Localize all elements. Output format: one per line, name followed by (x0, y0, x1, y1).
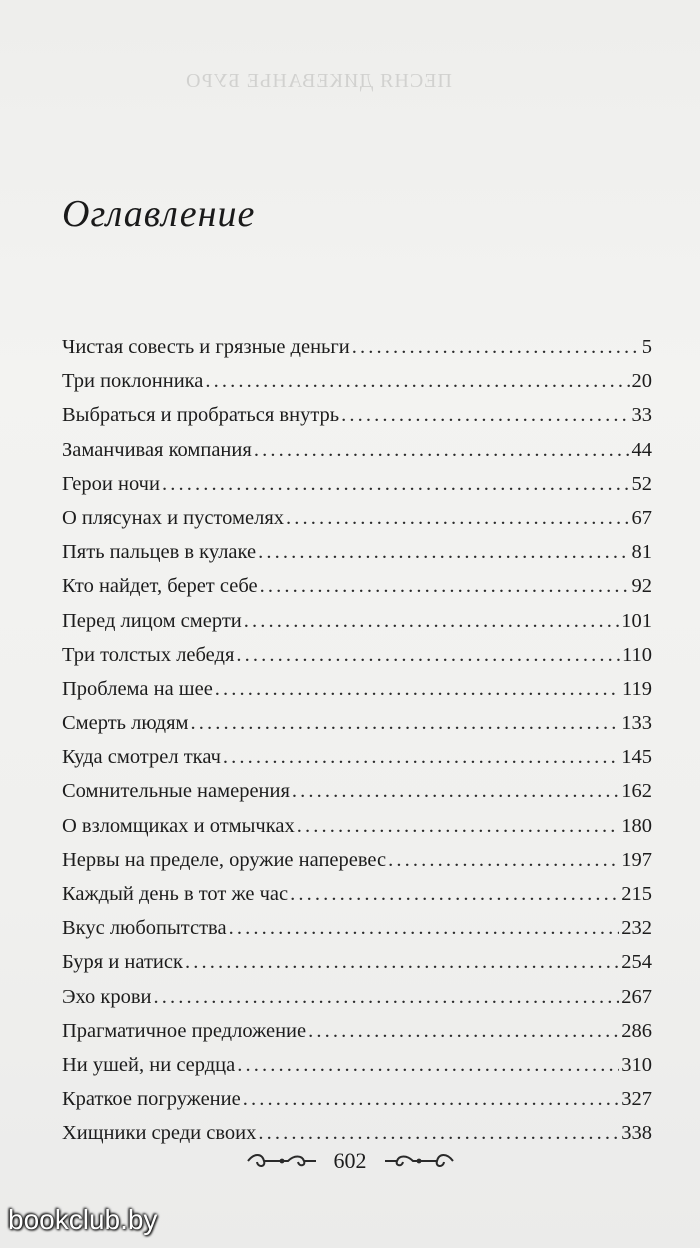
toc-entry-page: 286 (621, 1019, 652, 1042)
dot-leader (205, 364, 629, 398)
toc-entry (62, 774, 652, 808)
toc-entry-page: 180 (621, 814, 652, 837)
toc-entry-title: Ни ушей, ни сердца (62, 1053, 236, 1076)
toc-entry-title: Вкус любопытства (62, 917, 227, 940)
dot-leader (352, 330, 640, 364)
toc-entry-title: О взломщиках и отмычках (62, 814, 295, 837)
toc-entry-title: Эхо крови (62, 985, 152, 1008)
toc-entry-page: 133 (621, 712, 652, 735)
dot-leader (286, 501, 629, 535)
left-ornament-icon (244, 1151, 320, 1171)
dot-leader (290, 877, 619, 911)
toc-entry (62, 877, 652, 911)
toc-entry-page: 145 (621, 746, 652, 769)
toc-entry-page: 33 (631, 404, 652, 427)
toc-entry-title: Герои ночи (62, 472, 160, 495)
site-watermark: bookclub.by (8, 1204, 158, 1235)
dot-leader (229, 911, 620, 945)
toc-entry-title: Сомнительные намерения (62, 780, 290, 803)
page-number: 602 (333, 1148, 367, 1173)
dot-leader (236, 638, 620, 672)
toc-entry-page: 52 (631, 472, 652, 495)
toc-entry-title: Буря и натиск (62, 951, 183, 974)
toc-entry-page: 67 (631, 506, 652, 529)
toc-entry-page: 197 (621, 848, 652, 871)
toc-entry (62, 467, 652, 501)
dot-leader (162, 467, 630, 501)
table-of-contents (62, 330, 652, 1151)
toc-entry-title: Выбраться и пробраться внутрь (62, 404, 340, 427)
toc-entry-page: 254 (621, 951, 652, 974)
toc-entry (62, 672, 652, 706)
dot-leader (258, 1116, 619, 1150)
toc-entry (62, 809, 652, 843)
toc-entry-page: 232 (621, 917, 652, 940)
toc-entry (62, 1048, 652, 1082)
toc-entry-title: Куда смотрел ткач (62, 746, 221, 769)
toc-entry (62, 398, 652, 432)
dot-leader (341, 398, 629, 432)
dot-leader (292, 774, 619, 808)
toc-entry-page: 101 (621, 609, 652, 632)
toc-entry-title: Нервы на пределе, оружие наперевес (62, 848, 387, 871)
toc-entry-title: Каждый день в тот же час (62, 883, 289, 905)
toc-entry (62, 706, 652, 740)
toc-entry-title: Три поклонника (62, 370, 204, 393)
toc-entry-title: Перед лицом смерти (62, 609, 242, 632)
toc-entry-title: Смерть людям (62, 712, 189, 735)
toc-entry (62, 364, 652, 398)
toc-entry-title: Три толстых лебедя (62, 643, 235, 666)
toc-entry-page: 267 (621, 985, 652, 1008)
dot-leader (223, 740, 619, 774)
toc-entry-page: 81 (631, 541, 652, 564)
toc-entry (62, 638, 652, 672)
toc-entry-title: Пять пальцев в кулаке (62, 541, 257, 564)
toc-entry-title: О плясунах и пустомелях (62, 506, 285, 529)
toc-entry-title: Проблема на шее (62, 677, 213, 700)
toc-entry-page: 215 (621, 883, 652, 905)
toc-entry-page: 92 (631, 575, 652, 598)
dot-leader (258, 535, 629, 569)
toc-entry (62, 945, 652, 979)
toc-entry (62, 1014, 652, 1048)
toc-entry (62, 911, 652, 945)
right-ornament-icon (381, 1151, 457, 1171)
toc-entry (62, 1082, 652, 1116)
toc-entry (62, 740, 652, 774)
dot-leader (185, 945, 619, 979)
toc-entry-page: 327 (621, 1088, 652, 1111)
bleed-through-running-title: ПЕСНЯ ДИКЕВАНЬЕ БУРО (185, 70, 452, 92)
toc-entry-page: 119 (622, 677, 652, 700)
toc-entry-title: Кто найдет, берет себе (62, 575, 258, 598)
toc-entry (62, 980, 652, 1014)
toc-entry (62, 843, 652, 877)
toc-entry-page: 162 (621, 780, 652, 803)
toc-entry-title: Заманчивая компания (62, 438, 252, 461)
dot-leader (254, 433, 630, 467)
toc-entry-title: Прагматичное предложение (62, 1019, 307, 1042)
dot-leader (244, 604, 620, 638)
dot-leader (297, 809, 620, 843)
dot-leader (215, 672, 620, 706)
toc-entry-page: 310 (621, 1053, 652, 1076)
toc-entry-page: 110 (622, 643, 652, 666)
toc-entry (62, 535, 652, 569)
toc-entry (62, 569, 652, 603)
toc-entry-page: 44 (631, 438, 652, 461)
toc-entry (62, 330, 652, 364)
toc-entry (62, 433, 652, 467)
toc-entry-page: 338 (621, 1122, 652, 1145)
toc-entry-title: Чистая совесть и грязные деньги (62, 336, 350, 358)
toc-entry (62, 604, 652, 638)
toc-heading: Оглавление (62, 193, 256, 235)
dot-leader (260, 569, 630, 603)
page-footer (0, 1148, 700, 1174)
dot-leader (237, 1048, 619, 1082)
toc-entry-title: Краткое погружение (62, 1088, 241, 1111)
toc-entry (62, 1116, 652, 1150)
dot-leader (308, 1014, 619, 1048)
dot-leader (243, 1082, 620, 1116)
toc-entry-title: Хищники среди своих (62, 1122, 257, 1145)
toc-entry-page: 5 (641, 336, 652, 358)
toc-entry (62, 501, 652, 535)
dot-leader (154, 980, 620, 1014)
dot-leader (191, 706, 620, 740)
toc-entry-page: 20 (631, 370, 652, 393)
dot-leader (388, 843, 619, 877)
